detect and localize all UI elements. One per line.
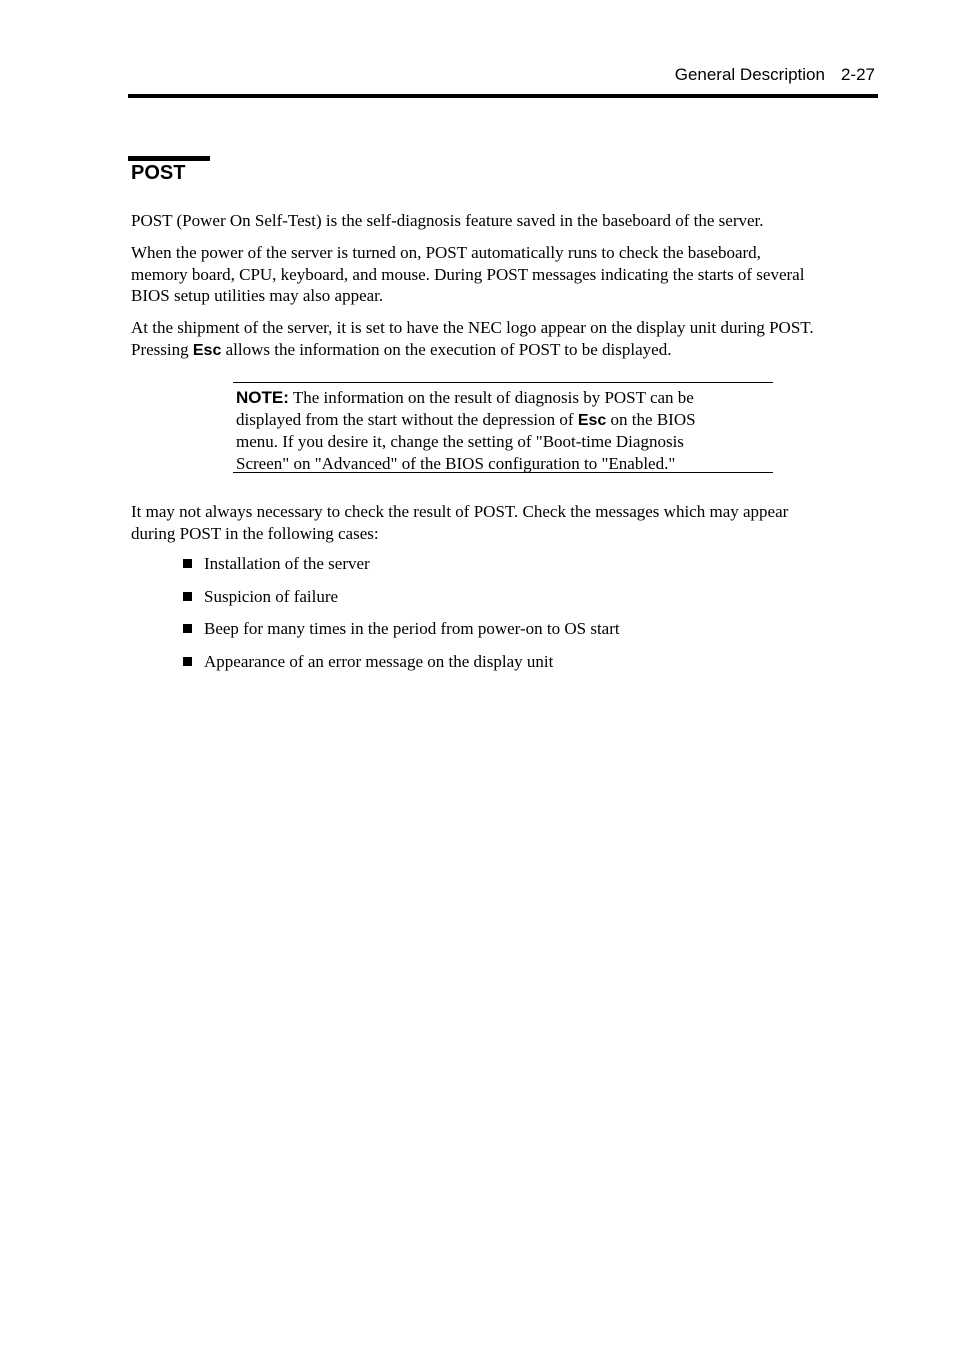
section-bar bbox=[128, 156, 210, 161]
note-line-post: on the BIOS bbox=[606, 409, 696, 429]
paragraph-line: memory board, CPU, keyboard, and mouse. During POST messages indicating the starts of several bbox=[131, 264, 805, 284]
paragraph-line: during POST in the following cases: bbox=[131, 523, 379, 543]
paragraph-shipment bbox=[131, 317, 881, 361]
paragraph-line: When the power of the server is turned on, POST automatically runs to check the baseboard, bbox=[131, 243, 761, 262]
paragraph-line: It may not always necessary to check the result of POST. Check the messages which may appear bbox=[131, 502, 789, 521]
esc-key-label: Esc bbox=[577, 411, 607, 429]
list-item-text: Beep for many times in the period from power-on to OS start bbox=[204, 619, 620, 638]
paragraph-line: BIOS setup utilities may also appear. bbox=[131, 286, 384, 305]
list-item bbox=[183, 553, 620, 586]
note-line: Screen" on "Advanced" of the BIOS configuration to "Enabled." bbox=[236, 453, 676, 473]
list-item-text: Installation of the server bbox=[204, 554, 370, 573]
paragraph-power-on bbox=[131, 242, 881, 307]
square-bullet-icon bbox=[183, 559, 192, 568]
square-bullet-icon bbox=[183, 657, 192, 666]
square-bullet-icon bbox=[183, 592, 192, 601]
bullet-list bbox=[183, 553, 620, 683]
paragraph-line: POST (Power On Self-Test) is the self-diagnosis feature saved in the baseboard of the server. bbox=[131, 211, 764, 230]
paragraph-check-cases bbox=[131, 501, 881, 544]
note-line: The information on the result of diagnosis by POST can be bbox=[288, 388, 694, 407]
running-header bbox=[675, 65, 875, 85]
header-rule bbox=[128, 94, 878, 98]
paragraph-line: At the shipment of the server, it is set to have the NEC logo appear on the display unit during POST. bbox=[131, 318, 814, 337]
note-line: menu. If you desire it, change the setting of "Boot-time Diagnosis bbox=[236, 432, 684, 451]
list-item bbox=[183, 651, 620, 684]
note-line-pre: displayed from the start without the depression of bbox=[236, 409, 578, 429]
list-item-text: Suspicion of failure bbox=[204, 586, 339, 606]
header-section-title: General Description bbox=[674, 65, 825, 84]
list-item bbox=[183, 618, 620, 651]
esc-key-label: Esc bbox=[192, 341, 222, 359]
note-box bbox=[233, 382, 773, 473]
note-label: NOTE: bbox=[236, 388, 289, 407]
section-title: POST bbox=[131, 162, 186, 184]
paragraph-intro bbox=[131, 210, 881, 232]
square-bullet-icon bbox=[183, 624, 192, 633]
list-item-text: Appearance of an error message on the display unit bbox=[204, 651, 554, 671]
paragraph-line-pre: Pressing bbox=[131, 339, 193, 359]
list-item bbox=[183, 586, 620, 619]
page-number: 2-27 bbox=[840, 65, 875, 84]
paragraph-line-post: allows the information on the execution of POST to be displayed. bbox=[221, 339, 672, 359]
note-text bbox=[236, 387, 766, 474]
